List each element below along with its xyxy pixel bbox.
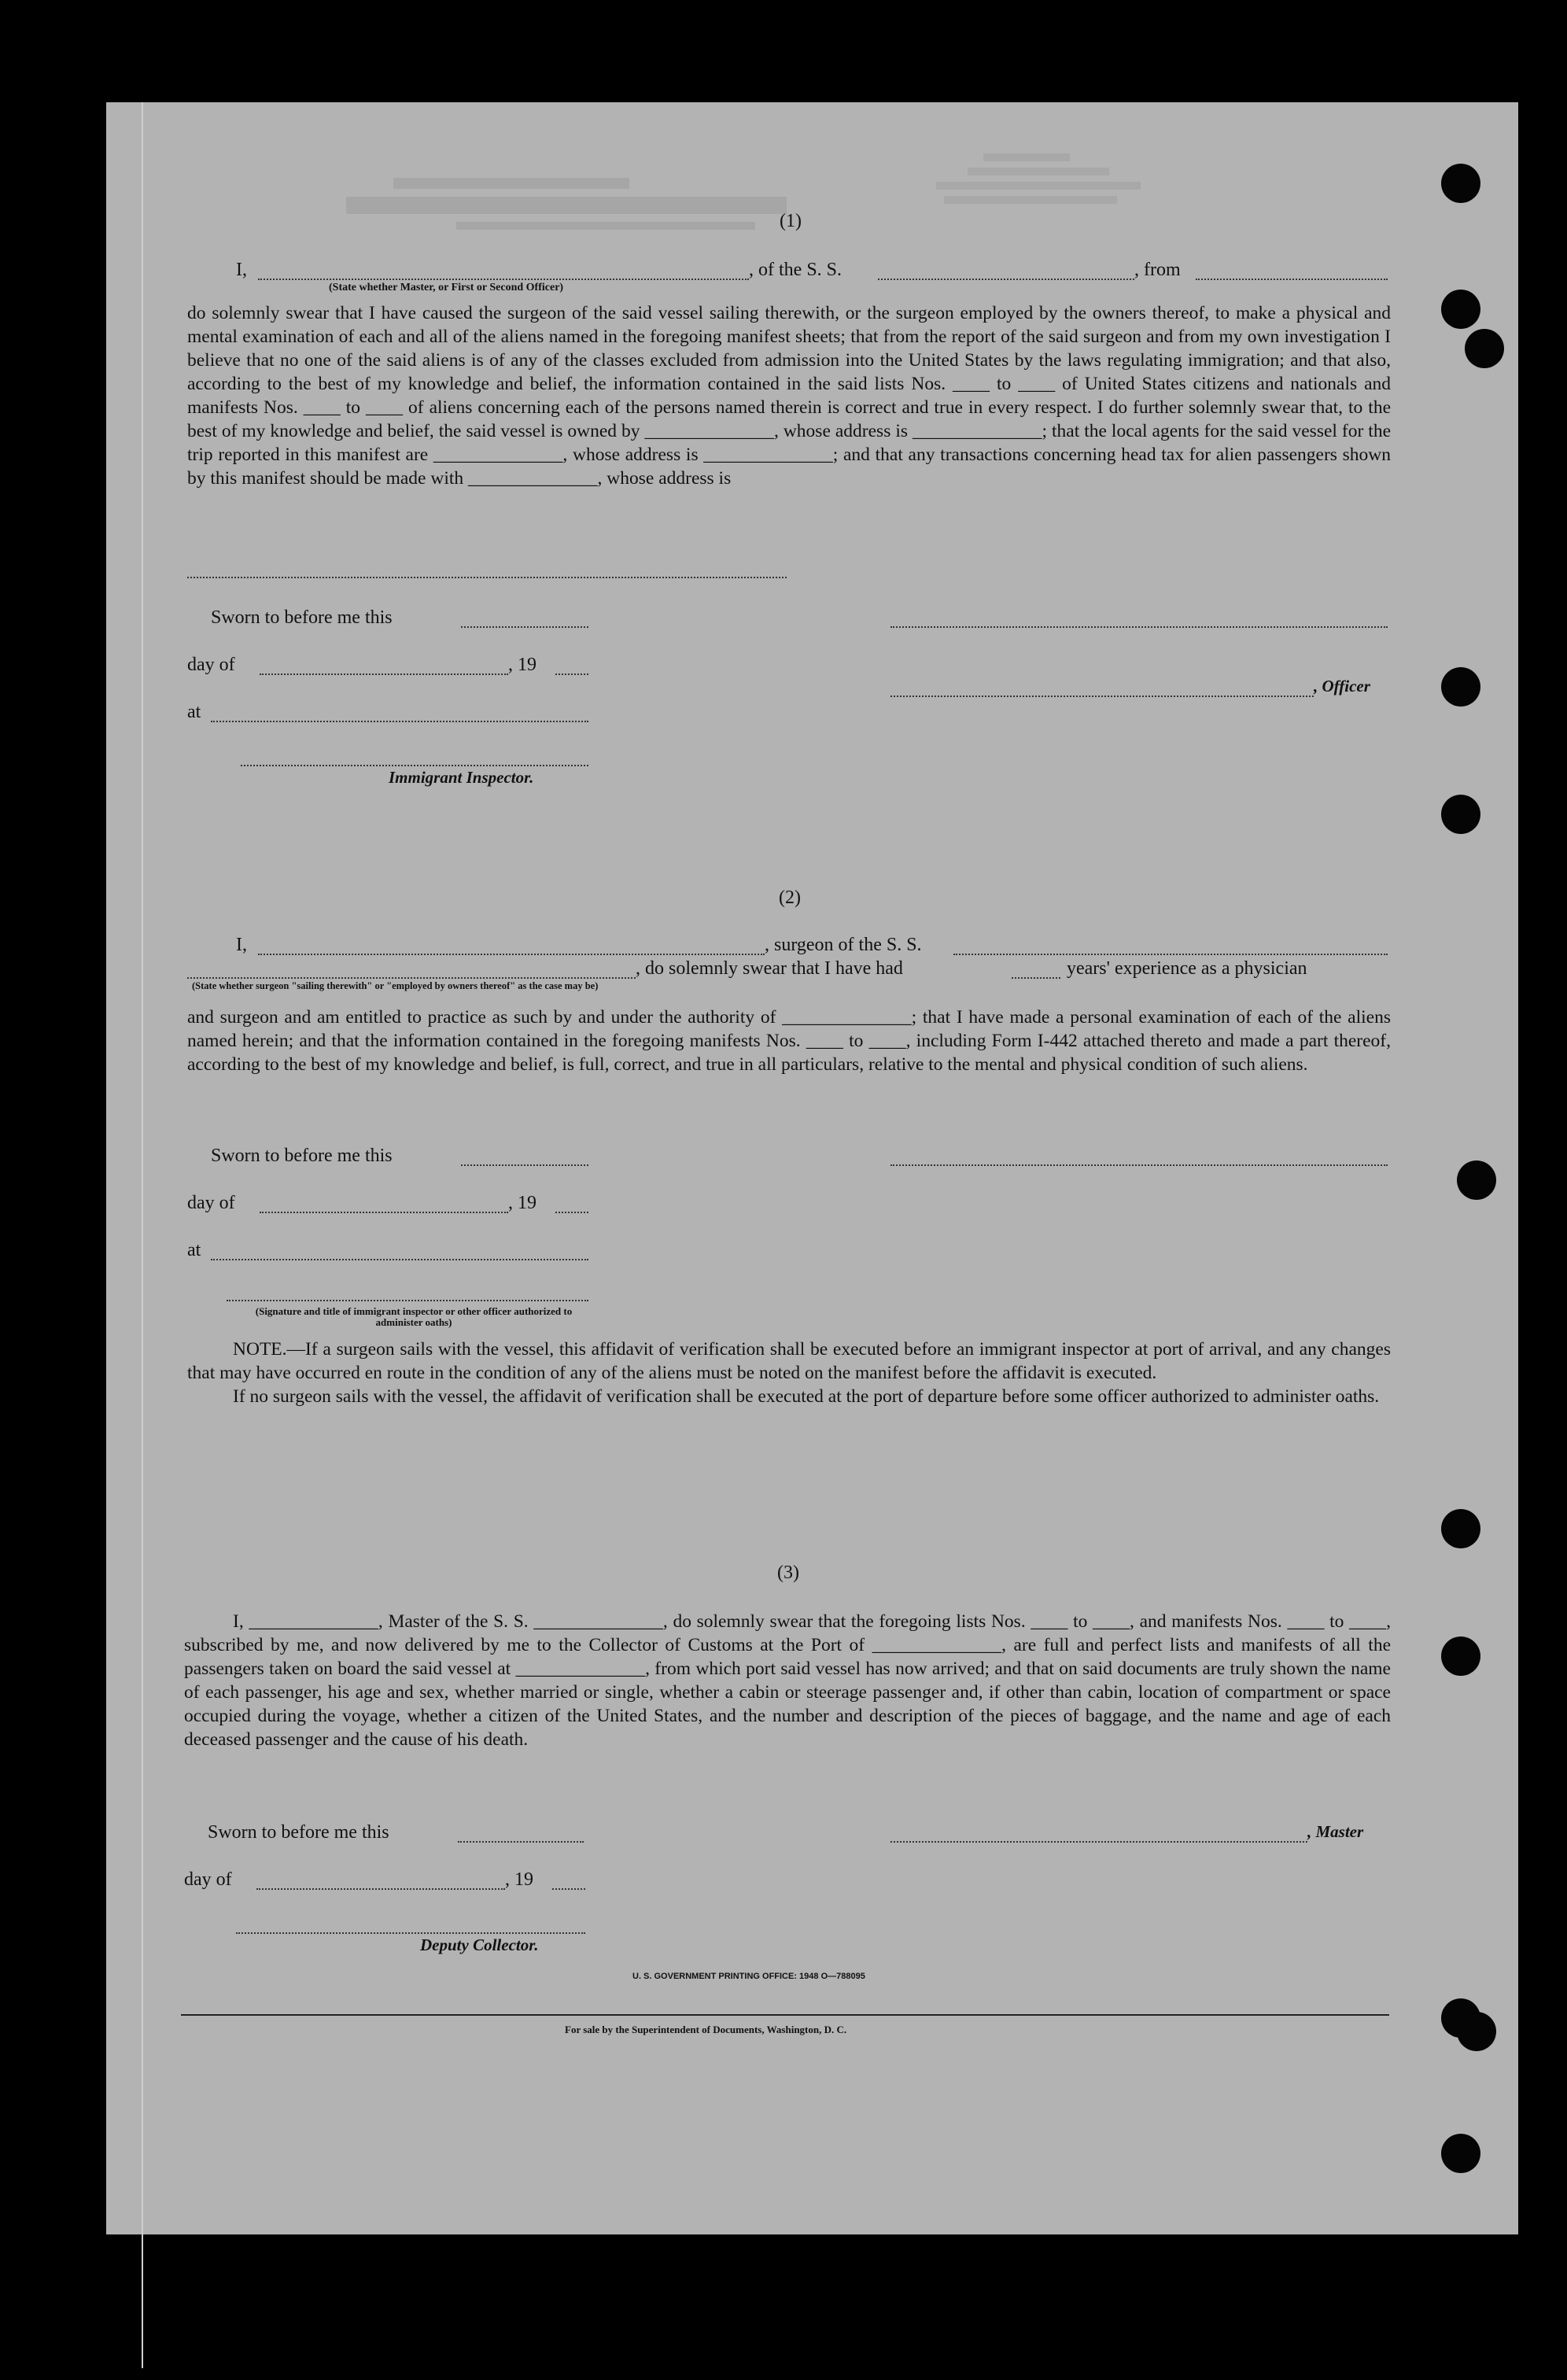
punch-hole [1441,290,1480,329]
section-2-surgeon-signature-line[interactable] [890,1164,1388,1166]
section-2-year-field[interactable] [555,1212,588,1213]
section-2-at: at [187,1240,201,1260]
section-3-collector-line[interactable] [236,1932,585,1934]
section-3-day-of: day of [184,1869,232,1890]
section-1-vessel-field[interactable] [878,279,1134,280]
section-3-sworn: Sworn to before me this [208,1822,389,1843]
section-2-sworn-date-field[interactable] [461,1164,588,1166]
section-1-body-text: do solemnly swear that I have caused the surgeon of the said vessel sailing therewith, or the surgeon employed by the owners thereof, to make a physical and mental examination of each and all of the aliens named in the foregoing manifest sheets; that from the report of the said surgeon and from my own investigation I believe that no one of the said aliens is of any of the classes excluded from admission into the United States by the laws regulating immigration; and that also, according to the best of my knowledge and belief, the information contained in the said lists Nos. ____ to ____ of United States citizens and nationals and manifests Nos. ____ to ____ of aliens concerning each of the persons named therein is correct and true in every respect. I do further solemnly swear that, to the best of my knowledge and belief, the said vessel is owned by ______________, whose address is ______________; that the local agents for the said vessel for the trip reported in this manifest are ______________, whose address is ______________; and that any transactions concerning head tax for alien passengers shown by this manifest should be made with ______________, whose address is [187,303,1391,489]
section-1-sworn-date-field[interactable] [461,626,588,628]
punch-hole [1465,329,1504,368]
note-label: NOTE. [233,1339,287,1360]
section-1-caption: (State whether Master, or First or Second Officer) [329,282,564,293]
section-2-day-field[interactable] [260,1212,508,1213]
section-3-day-field[interactable] [256,1888,505,1890]
section-2-years-field[interactable] [1012,977,1060,979]
section-2-years: years' experience as a physician [1067,958,1307,979]
bleed-through-corner [936,153,1188,248]
section-2-swear: , do solemnly swear that I have had [636,958,903,979]
section-1-day-field[interactable] [260,673,508,675]
section-1-officer-line[interactable] [890,696,1314,697]
section-2-number: (2) [779,887,801,908]
section-1-year: , 19 [508,655,536,675]
bleed-through-header [299,173,850,244]
section-2-sworn: Sworn to before me this [211,1146,393,1166]
section-3-sworn-date-field[interactable] [458,1841,584,1843]
section-3-collector-label: Deputy Collector. [420,1935,539,1954]
section-1-at: at [187,702,201,722]
punch-hole [1441,795,1480,834]
section-1-number: (1) [780,211,802,231]
punch-hole [1457,1160,1496,1200]
section-2-surgeon-of: , surgeon of the S. S. [765,935,922,955]
punch-hole [1441,1509,1480,1548]
section-3-master-label: , Master [1307,1822,1364,1841]
punch-hole [1457,2012,1496,2051]
section-3-master-signature-line[interactable] [890,1841,1307,1843]
footer-rule [181,2014,1389,2016]
section-1-officer-name-field[interactable] [258,279,749,280]
section-2-role-field[interactable] [187,977,636,979]
section-3-year: , 19 [505,1869,533,1890]
punch-hole [1441,1636,1480,1676]
section-3-year-field[interactable] [552,1888,585,1890]
section-2-at-field[interactable] [211,1259,588,1260]
scan-edge-line [142,102,143,2368]
section-1-sworn: Sworn to before me this [211,607,393,628]
note2-text: If no surgeon sails with the vessel, the affidavit of verification shall be executed at the port of departure before some officer authorized to administer oaths. [233,1386,1380,1407]
punch-hole [1441,2134,1480,2173]
section-2-caption: (State whether surgeon "sailing therewith" or "employed by owners thereof" as the case may be) [192,980,599,991]
section-1-body [187,301,1391,490]
section-3-number: (3) [777,1563,799,1583]
note-text: —If a surgeon sails with the vessel, this affidavit of verification shall be executed before an immigrant inspector at port of arrival, and any changes that may have occurred en route in the condition of any of the aliens must be noted on the manifest before the affidavit is executed. [187,1339,1391,1383]
section-2-official-line[interactable] [227,1300,588,1301]
section-1-from: , from [1134,260,1181,280]
section-2-vessel-field[interactable] [953,954,1388,955]
section-1-address-field[interactable] [187,577,787,578]
section-2-year: , 19 [508,1193,536,1213]
section-1-officer-label: , Officer [1314,677,1370,696]
section-1-day-of: day of [187,655,235,675]
punch-hole [1441,164,1480,203]
section-2-caption2: (Signature and title of immigrant inspector or other officer authorized to administer oaths) [255,1305,573,1328]
section-1-officer-signature-line[interactable] [890,626,1388,628]
for-sale-notice: For sale by the Superintendent of Documents, Washington, D. C. [565,2024,847,2035]
section-1-year-field[interactable] [555,673,588,675]
punch-hole [1441,667,1480,707]
section-1-inspector-line[interactable] [241,765,588,766]
section-2-body [187,1006,1391,1076]
section-1-at-field[interactable] [211,721,588,722]
section-1-from-field[interactable] [1196,279,1388,280]
section-2-note [187,1338,1391,1408]
printing-office: U. S. GOVERNMENT PRINTING OFFICE: 1948 O—788095 [632,1972,865,1981]
section-2-intro: I, [236,935,247,955]
section-1-intro: I, [236,260,247,280]
section-2-body-text: and surgeon and am entitled to practice as such by and under the authority of ______________; that I have made a personal examination of each of the aliens named herein; and that the information contained in the foregoing manifests Nos. ____ to ____, including Form I-442 attached thereto and made a part thereof, according to the best of my knowledge and belief, is full, correct, and true in all particulars, relative to the mental and physical condition of such aliens. [187,1007,1391,1075]
section-1-inspector-label: Immigrant Inspector. [389,768,534,787]
section-2-day-of: day of [187,1193,235,1213]
section-1-of-the-ss: , of the S. S. [749,260,842,280]
section-3-body [184,1610,1391,1751]
section-3-body-text: I, ______________, Master of the S. S. ______________, do solemnly swear that the foregoing lists Nos. ____ to ____, and manifests Nos. ____ to ____, subscribed by me, and now delivered by me to the Collector of Customs at the Port of ______________, are full and perfect lists and manifests of all the passengers taken on board the said vessel at ______________, from which port said vessel has now arrived; and that on said documents are truly shown the name of each passenger, his age and sex, whether married or single, whether a cabin or steerage passenger and, if other than cabin, location of compartment or space occupied during the voyage, whether a citizen of the United States, and the number and description of the pieces of baggage, and the name and age of each deceased passenger and the cause of his death. [184,1611,1391,1750]
section-2-surgeon-name-field[interactable] [258,954,765,955]
